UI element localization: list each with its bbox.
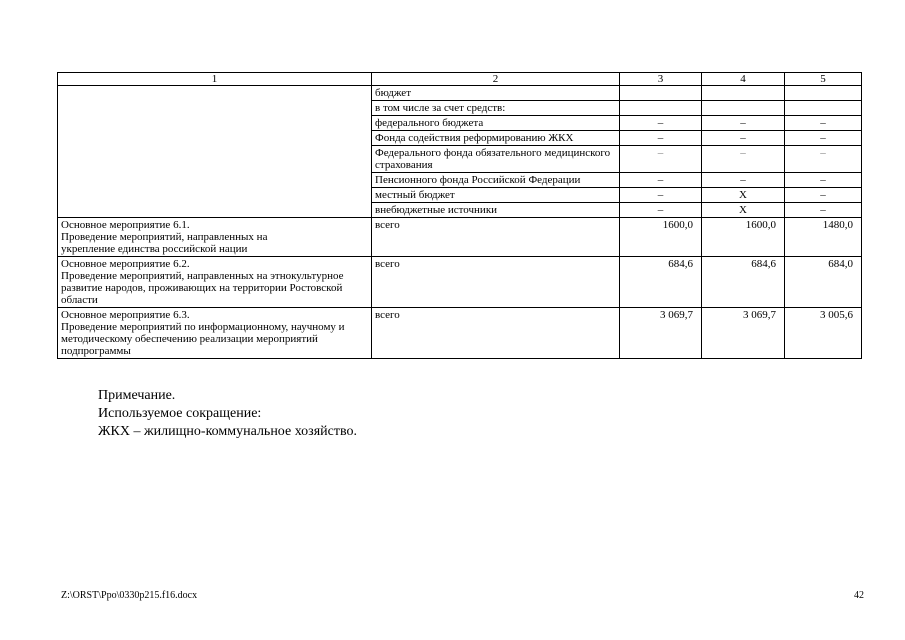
table-row [58,86,862,101]
value-cell: – [785,146,862,173]
source-label: бюджет [372,86,620,101]
source-label: местный бюджет [372,188,620,203]
activity-cell [58,257,372,308]
value-cell: – [620,116,702,131]
value-cell: – [702,131,785,146]
value-cell: – [785,116,862,131]
value-cell: 684,6 [702,257,785,308]
value-cell: – [785,173,862,188]
column-header: 2 [372,73,620,86]
activity-title: Основное мероприятие 6.2. [61,258,190,270]
value-cell: 3 069,7 [702,308,785,359]
empty-cell [58,86,372,218]
source-label: в том числе за счет средств: [372,101,620,116]
source-label: всего [372,257,620,308]
value-cell: – [702,116,785,131]
page-number: 42 [854,590,864,601]
activity-description: Проведение мероприятий, направленных на этнокультурное развитие народов, проживающих на территории Ростовской области [61,270,344,306]
activity-row [58,257,862,308]
value-cell: – [620,188,702,203]
value-cell [702,101,785,116]
value-cell [620,101,702,116]
value-cell: – [620,146,702,173]
activity-title: Основное мероприятие 6.3. [61,309,190,321]
activity-title: Основное мероприятие 6.1. [61,219,190,231]
value-cell: 684,0 [785,257,862,308]
activity-cell [58,308,372,359]
source-label: Федерального фонда обязательного медицинского страхования [372,146,620,173]
column-header: 1 [58,73,372,86]
note-abbreviation-heading: Используемое сокращение: [98,406,262,421]
column-header: 4 [702,73,785,86]
activity-description: Проведение мероприятий, направленных на укрепление единства российской нации [61,231,268,255]
activity-row [58,308,862,359]
value-cell [785,101,862,116]
value-cell: 1480,0 [785,218,862,257]
value-cell: – [702,173,785,188]
value-cell: 1600,0 [620,218,702,257]
note-abbreviation: ЖКХ – жилищно-коммунальное хозяйство. [98,424,357,439]
value-cell: 3 005,6 [785,308,862,359]
value-cell: – [620,173,702,188]
value-cell: – [785,188,862,203]
source-label: всего [372,218,620,257]
source-label: внебюджетные источники [372,203,620,218]
value-cell [620,86,702,101]
activity-cell [58,218,372,257]
value-cell: 3 069,7 [620,308,702,359]
value-cell [702,86,785,101]
column-header: 3 [620,73,702,86]
value-cell: 1600,0 [702,218,785,257]
source-label: Пенсионного фонда Российской Федерации [372,173,620,188]
activity-description: Проведение мероприятий по информационному, научному и методическому обеспечению реализации мероприятий подпрограммы [61,321,345,357]
table-header-row [58,73,862,86]
notes-block [98,387,357,441]
source-label: Фонда содействия реформированию ЖКХ [372,131,620,146]
source-label: всего [372,308,620,359]
funding-table [57,72,862,359]
footer-file-path: Z:\ORST\Ppo\0330p215.f16.docx [61,590,198,601]
note-heading: Примечание. [98,388,176,403]
value-cell: – [785,203,862,218]
value-cell: – [620,131,702,146]
source-label: федерального бюджета [372,116,620,131]
value-cell [785,86,862,101]
column-header: 5 [785,73,862,86]
value-cell: – [620,203,702,218]
value-cell: Х [702,188,785,203]
value-cell: – [785,131,862,146]
value-cell: – [702,146,785,173]
value-cell: 684,6 [620,257,702,308]
activity-row [58,218,862,257]
value-cell: Х [702,203,785,218]
